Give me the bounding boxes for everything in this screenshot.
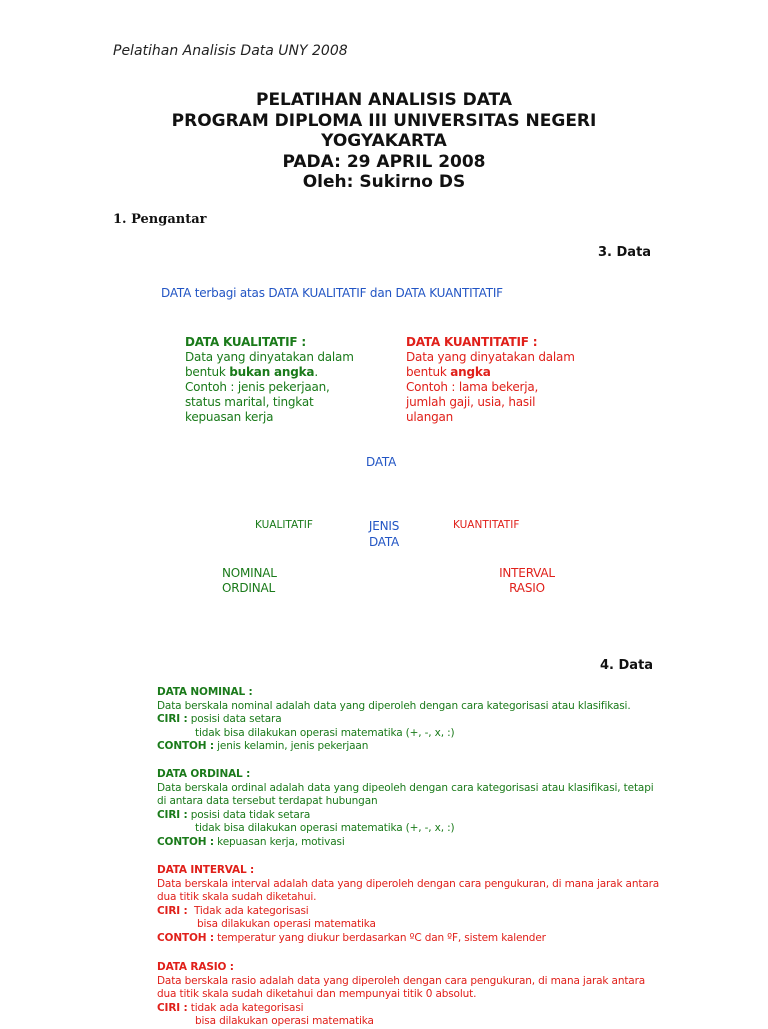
diagram-jenis-data-node: JENIS DATA — [368, 519, 400, 549]
kuantitatif-block — [406, 335, 575, 425]
diagram-kualitatif-types — [222, 566, 277, 596]
rasio-ciri: CIRI : tidak ada kategorisasi — [157, 1001, 304, 1014]
section-heading-pengantar: 1. Pengantar — [113, 212, 207, 227]
kuantitatif-line-2: bentuk angka — [406, 365, 491, 379]
interval-contoh: CONTOH : temperatur yang diukur berdasarkan ºC dan ºF, sistem kalender — [157, 931, 546, 944]
interval-heading: DATA INTERVAL : — [157, 864, 255, 876]
definition-nominal — [157, 686, 631, 754]
interval-desc-2: dua titik skala sudah diketahui. — [157, 891, 317, 904]
diagram-kuantitatif-node: KUANTITATIF — [453, 519, 520, 531]
title-line-3: YOGYAKARTA — [321, 131, 447, 151]
kualitatif-line-3: Contoh : jenis pekerjaan, — [185, 380, 330, 394]
definition-ordinal — [157, 768, 654, 850]
interval-desc-1: Data berskala interval adalah data yang diperoleh dengan cara pengukuran, di mana jarak antara — [157, 877, 660, 890]
diagram-kualitatif-node: KUALITATIF — [255, 519, 313, 531]
title-line-2: PROGRAM DIPLOMA III UNIVERSITAS NEGERI — [171, 110, 597, 131]
diagram-kuantitatif-types — [487, 566, 567, 596]
title-line-5: Oleh: Sukirno DS — [302, 172, 466, 192]
document-title — [0, 90, 768, 193]
diagram-ordinal: ORDINAL — [222, 581, 276, 595]
kualitatif-line-4: status marital, tingkat — [185, 395, 314, 409]
nominal-desc: Data berskala nominal adalah data yang diperoleh dengan cara kategorisasi atau klasifikasi. — [157, 699, 631, 712]
kualitatif-emphasis: bukan angka — [229, 365, 315, 379]
kuantitatif-line-5: ulangan — [406, 410, 454, 424]
ordinal-heading: DATA ORDINAL : — [157, 768, 251, 780]
intro-text: DATA terbagi atas DATA KUALITATIF dan DATA KUANTITATIF — [161, 286, 503, 300]
kuantitatif-line-3: Contoh : lama bekerja, — [406, 380, 539, 394]
ordinal-contoh: CONTOH : kepuasan kerja, motivasi — [157, 835, 345, 848]
title-line-1: PELATIHAN ANALISIS DATA — [255, 90, 512, 110]
section-heading-data-3: 3. Data — [598, 245, 652, 260]
kuantitatif-emphasis: angka — [450, 365, 491, 379]
nominal-ciri-2: tidak bisa dilakukan operasi matematika (+, -, x, :) — [195, 726, 455, 739]
rasio-desc-2: dua titik skala sudah diketahui dan mempunyai titik 0 absolut. — [157, 988, 477, 1001]
kualitatif-line-1: Data yang dinyatakan dalam — [185, 350, 354, 364]
ordinal-ciri-2: tidak bisa dilakukan operasi matematika (+, -, x, :) — [195, 822, 455, 835]
header-note: Pelatihan Analisis Data UNY 2008 — [113, 43, 348, 59]
kualitatif-block — [185, 335, 354, 425]
rasio-ciri-2: bisa dilakukan operasi matematika — [195, 1015, 374, 1028]
ordinal-desc-1: Data berskala ordinal adalah data yang dipeoleh dengan cara kategorisasi atau klasifikasi, tetapi — [157, 781, 654, 794]
kuantitatif-heading: DATA KUANTITATIF : — [406, 335, 538, 349]
rasio-desc-1: Data berskala rasio adalah data yang diperoleh dengan cara pengukuran, di mana jarak antara — [157, 974, 646, 987]
title-line-4: PADA: 29 APRIL 2008 — [282, 151, 486, 172]
definition-interval — [157, 864, 659, 946]
kuantitatif-line-1: Data yang dinyatakan dalam — [406, 350, 575, 364]
kualitatif-line-5: kepuasan kerja — [185, 410, 274, 424]
ordinal-desc-2: di antara data tersebut terdapat hubungan — [157, 795, 378, 808]
interval-ciri-2: bisa dilakukan operasi matematika — [197, 918, 376, 931]
interval-ciri: CIRI : Tidak ada kategorisasi — [157, 904, 309, 917]
kualitatif-heading: DATA KUALITATIF : — [185, 335, 306, 349]
diagram-rasio: RASIO — [509, 581, 545, 595]
diagram-interval: INTERVAL — [499, 566, 555, 580]
definition-rasio — [157, 961, 645, 1029]
section-heading-data-4: 4. Data — [600, 658, 654, 673]
rasio-heading: DATA RASIO : — [157, 961, 234, 973]
diagram-data-node: DATA — [366, 455, 397, 469]
diagram-nominal: NOMINAL — [222, 566, 277, 580]
nominal-contoh: CONTOH : jenis kelamin, jenis pekerjaan — [157, 740, 369, 753]
nominal-ciri: CIRI : posisi data setara — [157, 713, 282, 726]
nominal-heading: DATA NOMINAL : — [157, 686, 253, 698]
kuantitatif-line-4: jumlah gaji, usia, hasil — [406, 395, 536, 409]
ordinal-ciri: CIRI : posisi data tidak setara — [157, 808, 311, 821]
kualitatif-line-2: bentuk bukan angka. — [185, 365, 318, 379]
